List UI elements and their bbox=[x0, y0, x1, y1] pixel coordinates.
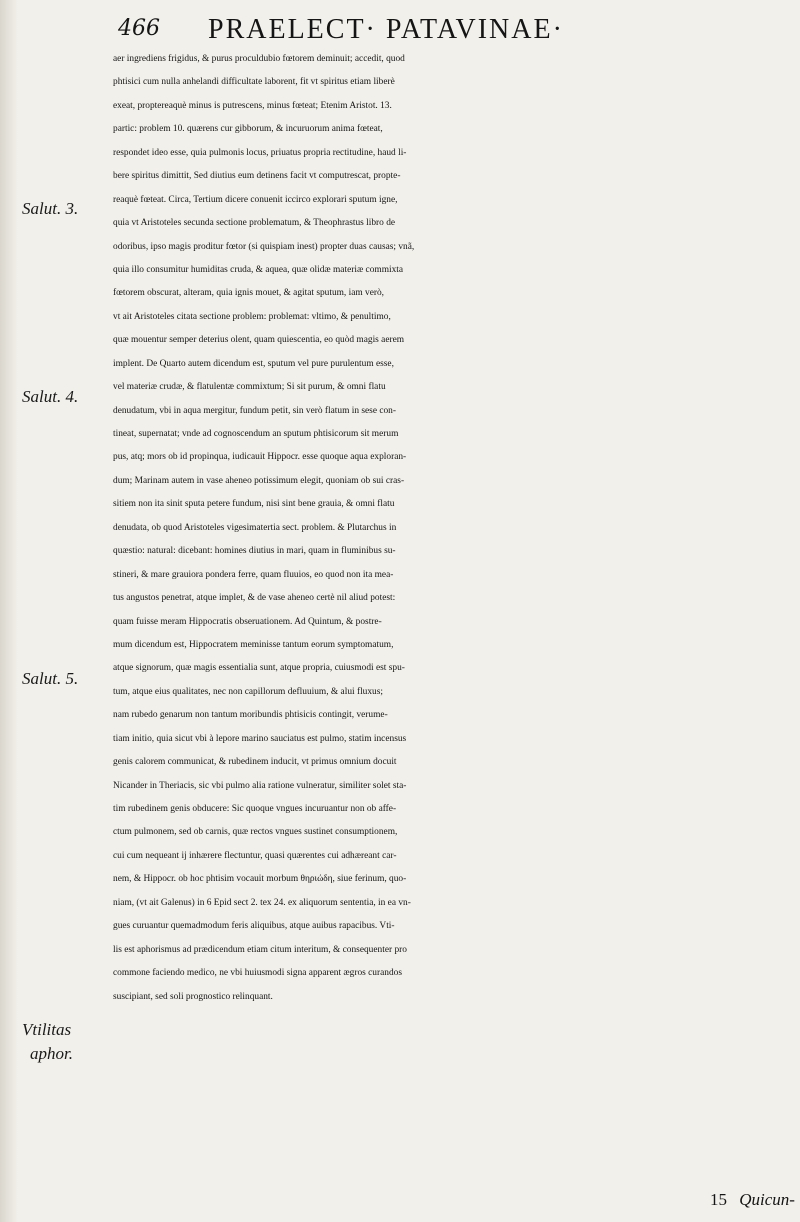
margin-note-salut-3: Salut. 3. bbox=[22, 199, 79, 218]
text-line: vt ait Aristoteles citata sectione problem: problemat: vltimo, & penultimo, bbox=[113, 311, 391, 322]
margin-note-salut-5: Salut. 5. bbox=[22, 669, 79, 688]
text-line: atque signorum, quæ magis essentialia sunt, atque propria, cuiusmodi est spu- bbox=[113, 663, 405, 674]
text-line: nem, & Hippocr. ob hoc phtisim vocauit morbum θηριώδη, siue ferinum, quo- bbox=[113, 874, 407, 885]
text-line: bere spiritus dimittit, Sed diutius eum detinens facit vt computrescat, propte- bbox=[113, 171, 401, 182]
text-line: niam, (vt ait Galenus) in 6 Epid sect 2. tex 24. ex aliquorum sententia, in ea vn- bbox=[113, 897, 411, 908]
text-line: partic: problem 10. quærens cur gibborum, & incuruorum anima fœteat, bbox=[113, 124, 383, 135]
margin-note-vtilitas: Vtilitas bbox=[22, 1020, 72, 1039]
text-line: quam fuisse meram Hippocratis obseruationem. Ad Quintum, & postre- bbox=[113, 616, 382, 627]
text-line: quæ mouentur semper deterius olent, quam quiescentia, eo quòd magis aerem bbox=[113, 335, 405, 346]
text-line: denudata, ob quod Aristoteles vigesimatertia sect. problem. & Plutarchus in bbox=[113, 522, 397, 533]
page-number: 466 bbox=[118, 16, 160, 41]
body-text bbox=[113, 48, 785, 1009]
text-line: implent. De Quarto autem dicendum est, sputum vel pure purulentum esse, bbox=[113, 358, 394, 369]
text-line: Nicander in Theriacis, sic vbi pulmo alia ratione vulneratur, similiter solet sta- bbox=[113, 780, 407, 791]
margin-note-aphor: aphor. bbox=[30, 1044, 73, 1063]
text-line: ctum pulmonem, sed ob carnis, quæ rectos vngues sustinet consumptionem, bbox=[113, 827, 398, 838]
text-line: denudatum, vbi in aqua mergitur, fundum petit, sin verò flatum in sese con- bbox=[113, 405, 396, 416]
text-line: suscipiant, sed soli prognostico relinquant. bbox=[113, 991, 273, 1002]
text-line: stineri, & mare grauiora pondera ferre, quam fluuios, eo quod non ita mea- bbox=[113, 569, 394, 580]
text-line: quæstio: natural: dicebant: homines diutius in mari, quam in fluminibus su- bbox=[113, 546, 396, 557]
text-line: respondet ideo esse, quia pulmonis locus, priuatus propria rectitudine, haud li- bbox=[113, 147, 407, 158]
signature-mark: 15 bbox=[710, 1190, 727, 1209]
text-line: pus, atq; mors ob id propinqua, iudicauit Hippocr. esse quoque aqua exploran- bbox=[113, 452, 407, 463]
text-line: nam rubedo genarum non tantum moribundis phtisicis contingit, verume- bbox=[113, 710, 388, 721]
text-line: gues curuantur quemadmodum feris aliquibus, atque auibus rapacibus. Vti- bbox=[113, 921, 395, 932]
text-line: cui cum nequeant ij inhærere flectuntur, quasi quærentes cui adhæreant car- bbox=[113, 850, 397, 861]
text-line: tineat, supernatat; vnde ad cognoscendum an sputum phtisicorum sit merum bbox=[113, 429, 399, 439]
text-line: exeat, proptereaquè minus is putrescens, minus fœteat; Etenim Aristot. 13. bbox=[113, 100, 392, 111]
margin-note-salut-4: Salut. 4. bbox=[22, 387, 79, 406]
page-footer bbox=[710, 1190, 795, 1210]
text-line: dum; Marinam autem in vase aheneo potissimum elegit, quoniam ob sui cras- bbox=[113, 475, 405, 486]
catchword: Quicun- bbox=[739, 1190, 795, 1209]
text-line: tiam initio, quia sicut vbi à lepore marino sauciatus est pulmo, statim incensus bbox=[113, 733, 407, 744]
text-line: reaquè fœteat. Circa, Tertium dicere conuenit iccirco explorari sputum igne, bbox=[113, 194, 398, 205]
text-line: commone faciendo medico, ne vbi huiusmodi signa apparent ægros curandos bbox=[113, 968, 402, 979]
text-line: sitiem non ita sinit sputa petere fundum, nisi sint bene grauia, & omni flatu bbox=[113, 499, 395, 510]
page-gutter-shadow bbox=[0, 0, 18, 1222]
page-header bbox=[118, 16, 778, 46]
text-line: tus angustos penetrat, atque implet, & de vase aheneo certè nil aliud potest: bbox=[113, 593, 396, 604]
text-line: quia illo consumitur humiditas cruda, & aquea, quæ olidæ materiæ commixta bbox=[113, 264, 404, 275]
text-line: aer ingrediens frigidus, & purus proculdubio fœtorem deminuit; accedit, quod bbox=[113, 54, 405, 64]
text-line: mum dicendum est, Hippocratem meminisse tantum eorum symptomatum, bbox=[113, 639, 394, 650]
text-line: vel materiæ crudæ, & flatulentæ commixtum; Si sit purum, & omni flatu bbox=[113, 382, 386, 393]
text-line: lis est aphorismus ad prædicendum etiam citum interitum, & consequenter pro bbox=[113, 944, 407, 955]
text-line: fœtorem obscurat, alteram, quia ignis mouet, & agitat sputum, iam verò, bbox=[113, 288, 385, 299]
text-line: genis calorem communicat, & rubedinem inducit, vt primus omnium docuit bbox=[113, 757, 397, 768]
text-line: tum, atque eius qualitates, nec non capillorum defluuium, & alui fluxus; bbox=[113, 686, 383, 697]
text-line: odoribus, ipso magis proditur fœtor (si quispiam inest) propter duas causas; vnã, bbox=[113, 241, 415, 252]
text-line: tim rubedinem genis obducere: Sic quoque vngues incuruantur non ob affe- bbox=[113, 804, 397, 814]
text-line: quia vt Aristoteles secunda sectione problematum, & Theophrastus libro de bbox=[113, 218, 396, 229]
running-head: PRAELECT· PATAVINAE· bbox=[208, 14, 564, 45]
text-line: phtisici cum nulla anhelandi difficultate laborent, fit vt spiritus etiam liberè bbox=[113, 77, 395, 88]
